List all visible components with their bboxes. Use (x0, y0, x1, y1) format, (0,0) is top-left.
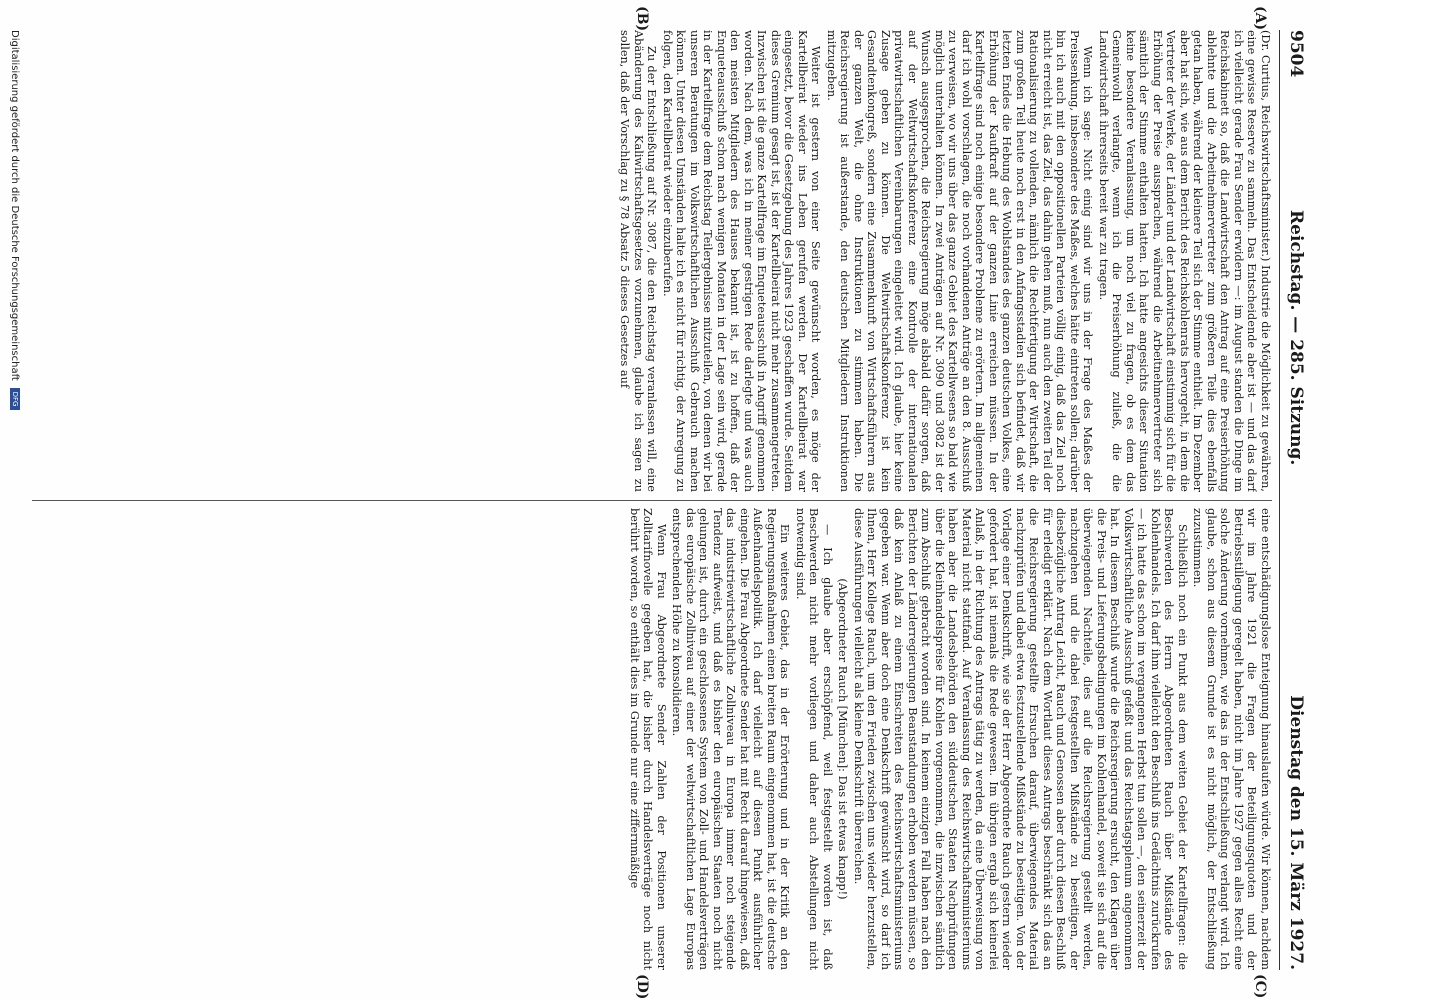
paragraph: — Ich glaube aber erschöpfend, weil festgestellt worden ist, daß Beschwerden nicht mehr vorliegen und daher auch Abstellungen nicht notwendig sind. (794, 508, 834, 970)
paragraph: Wenn ich sage: Nicht einig sind wir uns in der Frage des Maßes der Preissenkung, insbesondere des Maßes, welches hätte eintreten sollen; darüber bin ich auch mit den oppositionellen Parteien völlig einig, daß das Ziel noch nicht erreicht ist, das Ziel, das dahin gehen muß, nun auch den zweiten Teil der Rationalisierung zu vollenden, nämlich die Rechtfertigung der Wirtschaft, die zum großen Teil heute noch erst in den Anfangsstadien sich befindet, daß wir letzten Endes die Hebung des Wohlstandes des ganzen deutschen Volkes, eine Erhöhung der Kaufkraft auf der ganzen Linie erreichen müssen. In der Kartellfrage sind noch einige besondere Probleme zu erörtern. Im allgemeinen darf ich wohl vorschlagen, die noch vorhandenen Anträge an den 8. Ausschuß zu verweisen, wo wir uns über das ganze Gebiet des Kartellwesens so bald wie möglich unterhalten können. In zwei Anträgen auf Nr. 3090 und 3082 ist der Wunsch ausgesprochen, die Reichsregierung möge alsbald dafür sorgen, daß auf der Weltwirtschaftskonferenz eine Kontrolle der internationalen privatwirtschaftlichen Vereinbarungen eingeleitet wird. Ich glaube, hier keine Zusage geben zu können. Die Weltwirtschaftskonferenz ist kein Gesandtenkongreß, sondern eine Zusammenkunft von Wirtschaftsführern aus der ganzen Welt, die ohne Instruktionen zu stimmen haben. Die Reichsregierung ist außerstande, den deutschen Mitgliedern Instruktionen mitzugeben. (825, 30, 1095, 492)
paragraph: (Dr. Curtius, Reichswirtschaftsminister.) Industrie die Möglichkeit zu gewähren, eine gewisse Reserve zu sammeln. Das Entscheidende aber ist — und das darf ich vielleicht gerade Frau Sender erwidern —: im August standen die Dinge im Reichskabinett so, daß die Landwirtschaft den Antrag auf eine Preiserhöhung ablehnte und die Arbeitnehmervertreter zum größeren Teile dies ebenfalls getan haben, während der kleinere Teil sich der Stimme enthielt. Im Dezember aber hat sich, wie aus dem Bericht des Reichskohlenrats hervorgeht, in dem die Vertreter der Werke, der Länder und der Landwirtschaft einstimmig sich für die Erhöhung der Preise aussprachen, während die Arbeitnehmervertreter sich sämtlich der Stimme enthalten hatten. Ich hatte angesichts dieser Situation keine besondere Veranlassung, um noch viel zu fragen, ob es dem das Gemeinwohl verlangte, wenn ich die Preiserhöhung zuließ, die die Landwirtschaft ihrerseits bereit war zu tragen. (1097, 30, 1272, 492)
footer-credit: Digitalisierung gefördert durch die Deutsche Forschungsgemeinschaft (9, 30, 20, 381)
session-title: Reichstag. — 285. Sitzung. (1286, 210, 1306, 466)
session-date: Dienstag den 15. März 1927. (1286, 695, 1306, 970)
interjection: (Abgeordneter Rauch [München]: Das ist etwas knapp!) (836, 578, 850, 900)
page-header (1282, 30, 1310, 970)
dfg-logo: DFG (10, 388, 20, 410)
paragraph: Wenn Frau Abgeordnete Sender Zahlen der Positionen unserer Zolltarifnovelle gegeben hat, die bisher durch Handelsverträge noch nicht berührt worden, so enthält dies im Grunde nur eine ziffernmäßige (628, 508, 668, 970)
paragraph: Schließlich noch ein Punkt aus dem weiten Gebiet der Kartellfragen: die Beschwerden des Herrn Abgeordneten Rauch über Mißstände des Kohlenhandels. Ich darf ihm vielleicht den Beschluß ins Gedächtnis zurückrufen — ich hatte das schon im vergangenen Herbst tun sollen —, den seinerzeit der Volkswirtschaftliche Ausschuß gefaßt und das Reichstagsplenum angenommen hat. In diesem Beschluß wurde die Reichsregierung ersucht, den Klagen über die Preis- und Lieferungsbedingungen im Kohlenhandel, soweit sie sich auf die überwiegenden Nachteile, dies auf die Reichsregierung gestellt werden, nachzugehen und die dabei festgestellten Mißstände zu beseitigen, der diesbezügliche Antrag Leicht, Rauch und Genossen aber durch diesen Beschluß für erledigt erklärt. Nach dem Wortlaut dieses Antrags beschränkt sich das an die Reichsregierung gestellte Ersuchen darauf, überwiegendes Material nachzuprüfen und dabei etwa festzustellende Mißstände zu beseitigen. Von der Vorlage einer Denkschrift, wie sie der Herr Abgeordnete Rauch gestern wieder gefordert hat, ist niemals die Rede gewesen. Im übrigen ergab sich keinerlei Anlaß, in der Richtung des Antrags tätig zu werden, da eine Überweisung von Material nicht stattfand. Auf Veranlassung des Reichswirtschaftsministeriums haben aber die Landesbehörden den süddeutschen Staaten Nachprüfungen über die Kleinhandelspreise für Kohlen vorgenommen, die inzwischen sämtlich zum Abschluß gebracht worden sind. In keinem einzigen Fall haben nach den Berichten der Länderregierungen Beanstandungen erhoben werden müssen, so daß kein Anlaß zu einem Einschreiten des Reichswirtschaftsministeriums gegeben war. Wenn aber doch eine Denkschrift gewünscht wird, so darf ich Ihnen, Herr Kollege Rauch, um den Frieden zwischen uns wieder herzustellen, diese Ausführungen vielleicht als kleine Denkschrift überreichen. (852, 508, 1189, 970)
right-column (32, 508, 1272, 970)
paragraph: Ein weiteres Gebiet, das in der Erörterung und in der Kritik an den Regierungsmaßnahmen einen breiten Raum eingenommen hat, ist die deutsche Außenhandelspolitik. Ich darf vielleicht auf diesen Punkt ausführlicher eingehen. Die Frau Abgeordnete Sender hat mit Recht darauf hingewiesen, daß das industriewirtschaftliche Zollniveau in Europa immer noch steigende Tendenz aufweist, und daß es bisher den europäischen Staaten noch nicht gelungen ist, durch ein geschlossenes System von Zoll- und Handelsverträgen das europäische Zollniveau auf einer der weltwirtschaftlichen Lage Europas entsprechenden Höhe zu konsolidieren. (670, 508, 792, 970)
paragraph: Zu der Entschließung auf Nr. 3087, die den Reichstag veranlassen will, eine Abänderung des Kaliwirtschaftsgesetzes vorzunehmen, glaube ich sagen zu sollen, daß der Vorschlag zu § 78 Absatz 5 dieses Gesetzes auf (618, 30, 659, 492)
header-rule (1279, 30, 1280, 970)
paragraph: Weiter ist gestern von einer Seite gewünscht worden, es möge der Kartellbeirat wieder ins Leben gerufen werden. Der Kartellbeirat war eingesetzt, bevor die Gesetzgebung des Jahres 1923 geschaffen wurde. Seitdem dieses Gremium gesagt ist, ist der Kartellbeirat nicht mehr zusammengetreten. Inzwischen ist die ganze Kartellfrage im Enqueteausschuß in Angriff genommen worden. Nach dem, was ich in meiner gestrigen Rede darlegte und was auch den meisten Mitgliedern des Hauses bekannt ist, ist zu hoffen, daß der Enqueteausschuß schon nach wenigen Monaten in der Lage sein wird, gerade in der Kartellfrage dem Reichstag Teilergebnisse mitzuteilen, von denen wir bei unseren Beratungen im Volkswirtschaftlichen Ausschuß Gebrauch machen können. Unter diesen Umständen halte ich es nicht für richtig, der Anregung zu folgen, den Kartellbeirat wieder einzuberufen. (661, 30, 823, 492)
margin-marker-a: (A) (1252, 6, 1268, 31)
margin-marker-d: (D) (634, 974, 650, 1000)
column-divider (32, 500, 1272, 501)
page-number: 9504 (1286, 30, 1306, 78)
left-column (32, 30, 1272, 492)
digitization-footer (4, 30, 20, 970)
margin-marker-b: (B) (634, 6, 650, 32)
paragraph: eine entschädigungslose Enteignung hinauslaufen würde. Wir können, nachdem wir im Jahre 1921 die Fragen der Beteiligungsquoten und der Betriebsstillegung geregelt haben, nicht im Jahre 1927 gegen alles Recht eine solche Änderung vornehmen, wie das in der Entschließung verlangt wird. Ich glaube, schon aus diesem Grunde ist es nicht möglich, der Entschließung zuzustimmen. (1191, 508, 1272, 970)
margin-marker-c: (C) (1252, 974, 1268, 999)
